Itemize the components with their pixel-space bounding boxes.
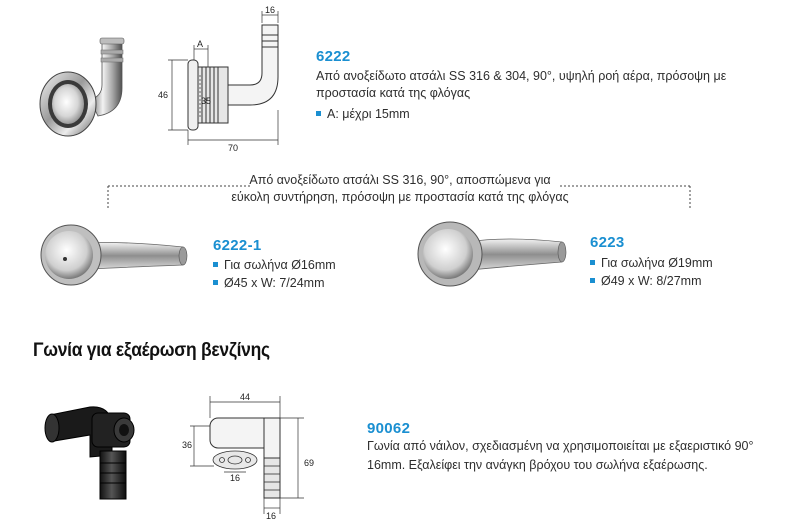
bullet-text: Για σωλήνα Ø16mm [224, 258, 336, 272]
bullet-icon [316, 111, 321, 116]
section-heading: Γωνία για εξαέρωση βενζίνης [33, 340, 270, 361]
dim-a: 16 [230, 473, 241, 483]
dim-height: 46 [158, 90, 169, 100]
product-desc-90062-line2: 16mm. Εξαλείφει την ανάγκη βρόχου του σωλήνα εξαέρωσης. [367, 458, 708, 472]
dim-width: 44 [240, 392, 251, 402]
bullet-6223-size [590, 272, 702, 290]
vent-6223-photo [412, 212, 572, 292]
dim-total: 69 [304, 458, 315, 468]
product-code-6223: 6223 [590, 234, 625, 251]
elbow-90062-drawing [180, 388, 330, 523]
bullet-icon [213, 280, 218, 285]
bullet-text: A: μέχρι 15mm [327, 107, 410, 121]
product-code-6222-1: 6222-1 [213, 237, 262, 254]
vent-6222-1-photo [35, 215, 190, 290]
bullet-icon [213, 262, 218, 267]
product-code-6222: 6222 [316, 48, 351, 65]
product-desc-90062-line1: Γωνία από νάιλον, σχεδιασμένη να χρησιμοποιείται με εξαεριστικό 90° [367, 439, 754, 453]
bullet-text: Ø45 x W: 7/24mm [224, 276, 325, 290]
bullet-text: Ø49 x W: 8/27mm [601, 274, 702, 288]
vent-6222-drawing [150, 5, 300, 155]
dim-inner: 35 [201, 96, 212, 106]
dim-height: 36 [182, 440, 193, 450]
shared-desc-line2: εύκολη συντήρηση, πρόσοψη με προστασία κατά της φλόγας [231, 190, 569, 204]
product-desc-6222: Από ανοξείδωτο ατσάλι SS 316 & 304, 90°, υψηλή ροή αέρα, πρόσοψη με προστασία κατά της φλόγας [316, 69, 727, 100]
bullet-icon [590, 278, 595, 283]
product-code-90062: 90062 [367, 420, 411, 437]
bullet-text: Για σωλήνα Ø19mm [601, 256, 713, 270]
bullet-6222-1-size [213, 274, 325, 292]
dim-a: A [197, 39, 204, 49]
bullet-6222-a [316, 105, 410, 123]
bullet-icon [590, 260, 595, 265]
dim-b: 16 [266, 511, 277, 521]
bullet-6222-1-pipe [213, 256, 336, 274]
shared-desc-line1: Από ανοξείδωτο ατσάλι SS 316, 90°, αποσπώμενα για [249, 173, 551, 187]
dim-top: 16 [265, 5, 276, 15]
elbow-90062-photo [40, 395, 160, 505]
vent-6222-photo [30, 30, 145, 140]
dim-length: 70 [228, 143, 239, 153]
shared-bracket [100, 180, 700, 215]
bullet-6223-pipe [590, 254, 713, 272]
